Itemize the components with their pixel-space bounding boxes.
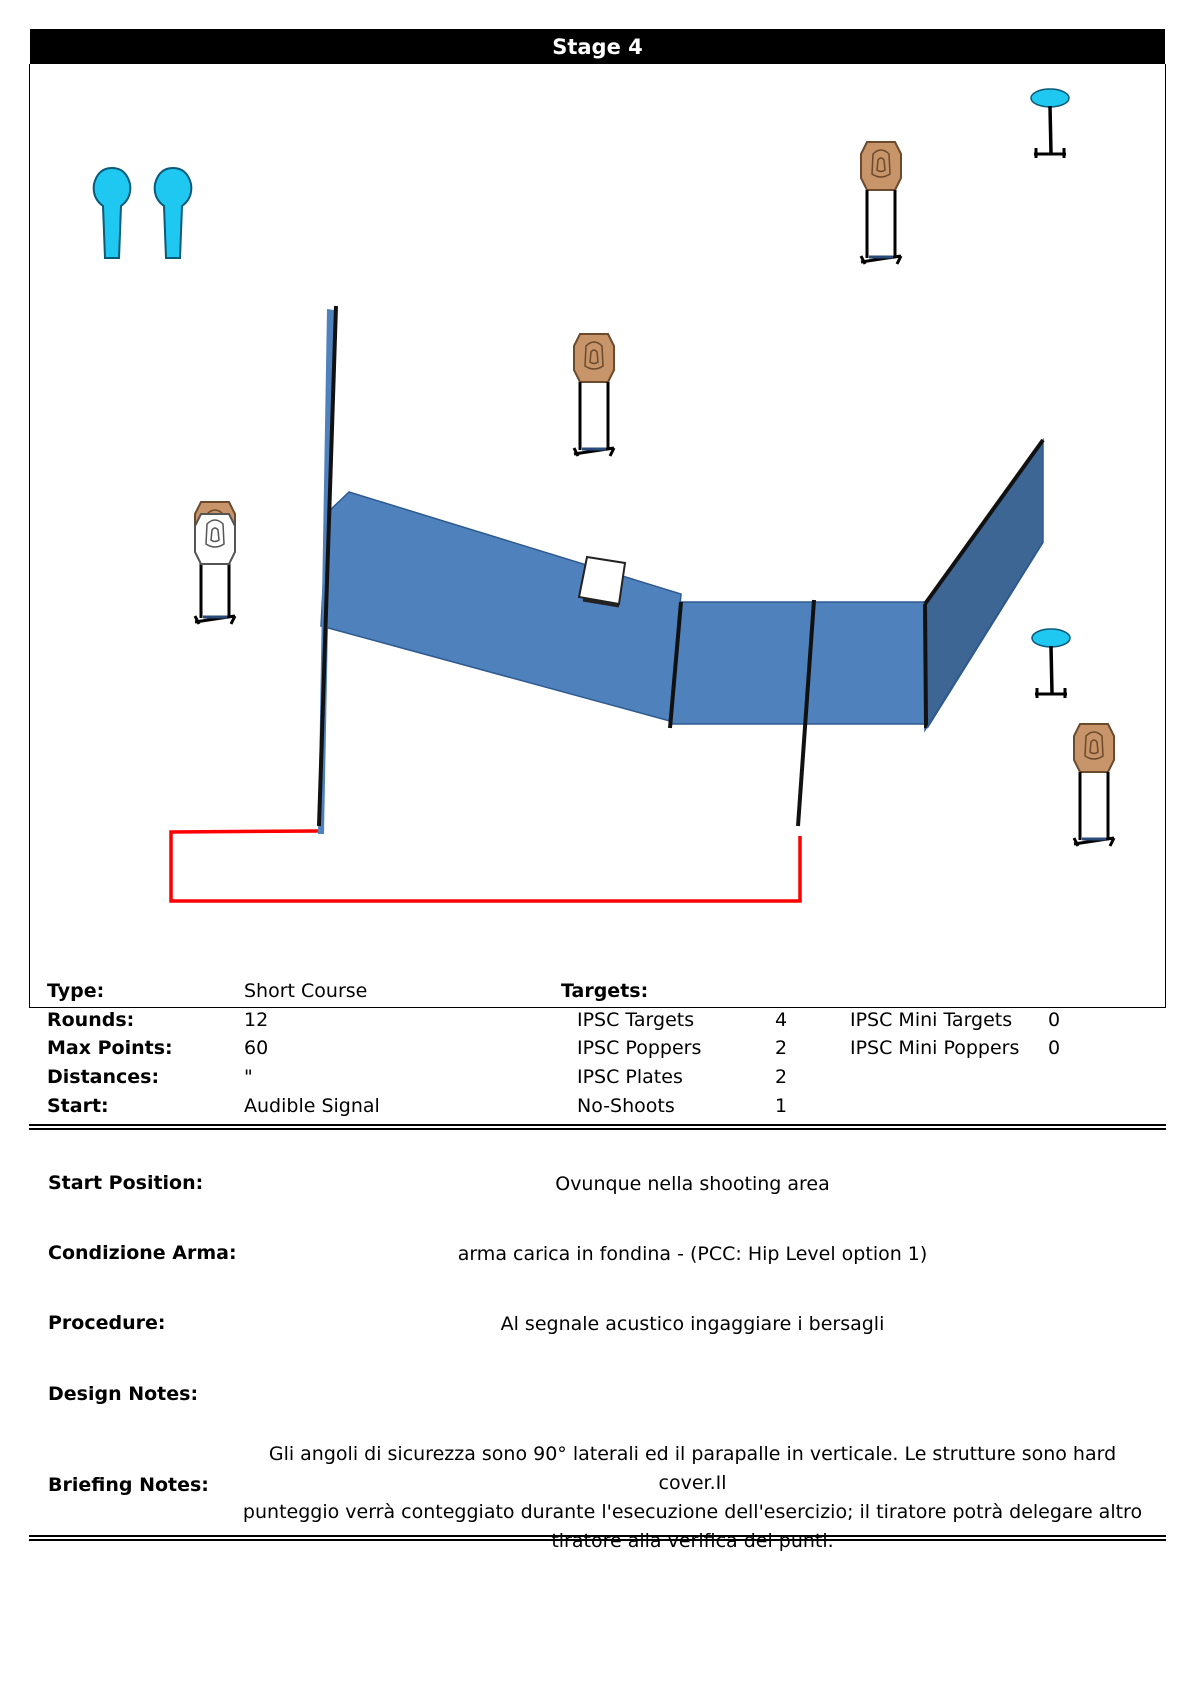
mini-target-count: 0 — [1048, 1037, 1061, 1059]
popper-target-left — [94, 168, 131, 258]
target-item-count: 1 — [775, 1095, 788, 1117]
procedure-value: Al segnale acustico ingaggiare i bersagli — [500, 1313, 885, 1335]
paper-target-top-right — [861, 142, 901, 264]
target-item-count: 2 — [775, 1066, 788, 1088]
briefing-notes-line: punteggio verrà conteggiato durante l'esecuzione dell'esercizio; il tiratore potrà delegare altro — [242, 1501, 1143, 1523]
plate-target-right — [1032, 629, 1070, 698]
stage-diagram — [29, 64, 1166, 1008]
plate-target-top-right — [1031, 89, 1069, 158]
type-value: Short Course — [244, 980, 368, 1002]
wall-structure — [318, 306, 1043, 834]
rounds-value: 12 — [244, 1009, 269, 1031]
briefing-notes-line: tiratore alla verifica dei punti. — [551, 1530, 834, 1552]
popper-target-right — [155, 168, 192, 258]
divider-double-bottom — [29, 1535, 1166, 1541]
procedure-label: Procedure: — [48, 1312, 166, 1334]
condizione-arma-value: arma carica in fondina - (PCC: Hip Level option 1) — [457, 1243, 928, 1265]
start-position-value: Ovunque nella shooting area — [555, 1173, 830, 1195]
rounds-label: Rounds: — [47, 1009, 135, 1031]
condizione-arma-label: Condizione Arma: — [48, 1242, 237, 1264]
paper-target-bottom-right — [1074, 724, 1114, 846]
start-label: Start: — [47, 1095, 109, 1117]
fault-line — [171, 831, 800, 901]
type-label: Type: — [47, 980, 105, 1002]
paper-target-center — [574, 334, 614, 456]
design-notes-label: Design Notes: — [48, 1383, 199, 1405]
briefing-notes-line: Gli angoli di sicurezza sono 90° laterali ed il parapalle in verticale. Le strutture sono hard cover.Il — [268, 1443, 1117, 1494]
window-port — [579, 557, 625, 606]
mini-target-label: IPSC Mini Poppers — [850, 1037, 1020, 1059]
target-item-label: IPSC Plates — [577, 1066, 683, 1088]
paper-target-with-no-shoot — [195, 502, 235, 624]
target-item-count: 2 — [775, 1037, 788, 1059]
max-points-value: 60 — [244, 1037, 269, 1059]
distances-label: Distances: — [47, 1066, 160, 1088]
targets-heading: Targets: — [561, 980, 649, 1002]
target-item-label: IPSC Poppers — [577, 1037, 702, 1059]
target-item-count: 4 — [775, 1009, 788, 1031]
mini-target-count: 0 — [1048, 1009, 1061, 1031]
start-position-label: Start Position: — [48, 1172, 204, 1194]
briefing-notes-label: Briefing Notes: — [48, 1474, 209, 1496]
start-value: Audible Signal — [244, 1095, 380, 1117]
divider-double — [29, 1124, 1166, 1130]
mini-target-label: IPSC Mini Targets — [850, 1009, 1013, 1031]
stage-title: Stage 4 — [30, 29, 1165, 64]
max-points-label: Max Points: — [47, 1037, 173, 1059]
target-item-label: No-Shoots — [577, 1095, 675, 1117]
distances-value: " — [244, 1066, 253, 1088]
target-item-label: IPSC Targets — [577, 1009, 695, 1031]
